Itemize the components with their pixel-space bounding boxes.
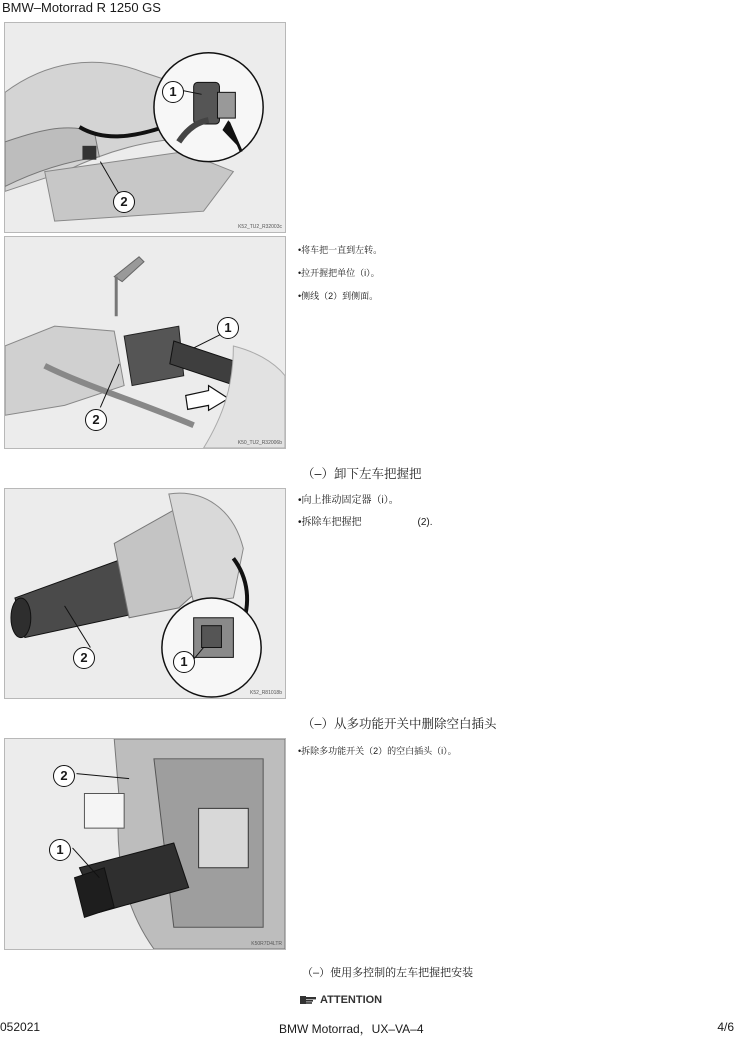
figure-handlebar-left-closeup bbox=[4, 22, 286, 233]
attention-notice bbox=[300, 994, 382, 1006]
callout-2: 2 bbox=[113, 191, 135, 213]
figure-code: K52_TU2_R32003c bbox=[238, 224, 282, 230]
figure-1-illustration bbox=[5, 23, 285, 232]
footer-page-number: 4/6 bbox=[717, 1020, 734, 1034]
steps-list-1 bbox=[298, 244, 382, 313]
callout-2: 2 bbox=[53, 765, 75, 787]
callout-2: 2 bbox=[73, 647, 95, 669]
figure-grip-removal bbox=[4, 488, 286, 699]
attention-label: ATTENTION bbox=[320, 994, 383, 1006]
section-heading-install-left-grip: （–）使用多控制的左车把握把安装 bbox=[302, 967, 474, 979]
callout-1: 1 bbox=[173, 651, 195, 673]
figure-multifunction-switch bbox=[4, 738, 286, 950]
footer-date: 052021 bbox=[0, 1020, 41, 1034]
step-remove-grip-text: •拆除车把握把 bbox=[298, 517, 362, 528]
figure-4-illustration bbox=[5, 739, 285, 949]
document-title: BMW–Motorrad R 1250 GS bbox=[2, 0, 161, 15]
figure-2-illustration bbox=[5, 237, 285, 448]
callout-1: 1 bbox=[217, 317, 239, 339]
footer-doc-ref: BMW Motorrad，UX–VA–4 bbox=[279, 1022, 424, 1036]
section-heading-remove-left-grip: （–）卸下左车把握把 bbox=[302, 467, 422, 481]
callout-1: 1 bbox=[162, 81, 184, 103]
step-push-retainer: •向上推动固定器（i）。 bbox=[298, 495, 399, 506]
step-turn-handlebar: •将车把一直到左转。 bbox=[298, 245, 383, 255]
step-remove-grip bbox=[298, 517, 433, 529]
figure-3-illustration bbox=[5, 489, 285, 698]
step-pull-grip-unit: •拉开握把单位（i）。 bbox=[298, 268, 380, 278]
steps-list-3 bbox=[298, 745, 457, 768]
step-remove-blank-plug: •拆除多功能开关（2）的空白插头（i）。 bbox=[298, 746, 457, 756]
figure-code: K50_TU2_R32006b bbox=[237, 440, 282, 446]
section-heading-remove-blank-plug: （–）从多功能开关中删除空白插头 bbox=[302, 717, 497, 731]
step-remove-grip-ref: (2). bbox=[417, 517, 433, 528]
step-move-line-aside: •侧线（2）到侧面。 bbox=[298, 291, 379, 301]
figure-code: K50R7D4LTR bbox=[251, 941, 282, 947]
figure-code: K52_R81018b bbox=[250, 690, 282, 696]
figure-grip-unit-pull bbox=[4, 236, 286, 449]
steps-list-2 bbox=[298, 495, 433, 539]
callout-1: 1 bbox=[49, 839, 71, 861]
callout-2: 2 bbox=[85, 409, 107, 431]
pointing-hand-icon bbox=[300, 995, 316, 1005]
